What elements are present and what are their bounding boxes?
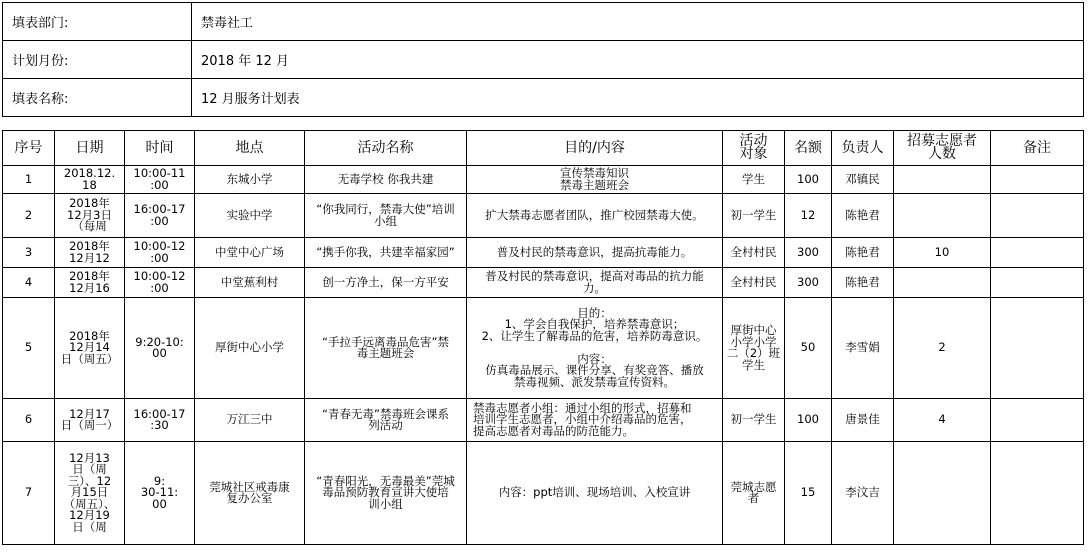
header-date: 日期 bbox=[55, 131, 125, 166]
info-table bbox=[2, 2, 1084, 117]
service-plan-table bbox=[2, 130, 1084, 545]
row-number: 2 bbox=[3, 194, 55, 238]
row-number: 5 bbox=[3, 298, 55, 399]
table-row bbox=[3, 194, 1084, 238]
target-cell: 全村村民 bbox=[723, 238, 785, 268]
time-cell: 9:20-10: 00 bbox=[125, 298, 195, 399]
time-cell: 16:00-17 :30 bbox=[125, 399, 195, 442]
place-cell: 厚街中心小学 bbox=[195, 298, 305, 399]
place-cell: 莞城社区戒毒康 复办公室 bbox=[195, 442, 305, 545]
quota-cell: 50 bbox=[785, 298, 832, 399]
quota-cell: 300 bbox=[785, 268, 832, 298]
quota-cell: 100 bbox=[785, 399, 832, 442]
activity-name-cell: 无毒学校 你我共建 bbox=[305, 166, 467, 194]
date-cell: 2018年 12月16 bbox=[55, 268, 125, 298]
header-target-text: 活动对象 bbox=[739, 133, 768, 162]
content-cell: 禁毒志愿者小组：通过小组的形式，招募和 培训学生志愿者，小组中介绍毒品的危害， 提高志愿者对毒品的防范能力。 bbox=[467, 399, 723, 442]
row-number: 4 bbox=[3, 268, 55, 298]
header-note: 备注 bbox=[991, 131, 1084, 166]
table-row bbox=[3, 268, 1084, 298]
date-cell: 2018年 12月14 日（周五） bbox=[55, 298, 125, 399]
header-place: 地点 bbox=[195, 131, 305, 166]
place-cell: 中堂中心广场 bbox=[195, 238, 305, 268]
table-row bbox=[3, 442, 1084, 545]
volunteers-cell: 2 bbox=[894, 298, 991, 399]
form-name-value: 12 月服务计划表 bbox=[192, 79, 1084, 117]
header-leader: 负责人 bbox=[832, 131, 894, 166]
place-cell: 东城小学 bbox=[195, 166, 305, 194]
volunteers-cell bbox=[894, 166, 991, 194]
place-cell: 中堂蕉利村 bbox=[195, 268, 305, 298]
target-cell: 初一学生 bbox=[723, 194, 785, 238]
note-cell bbox=[991, 166, 1084, 194]
date-cell: 12月17 日（周一） bbox=[55, 399, 125, 442]
header-time: 时间 bbox=[125, 131, 195, 166]
time-cell: 10:00-11 :00 bbox=[125, 166, 195, 194]
note-cell bbox=[991, 399, 1084, 442]
content-cell: 普及村民的禁毒意识，提高抗毒能力。 bbox=[467, 238, 723, 268]
info-row-department bbox=[3, 3, 1084, 41]
volunteers-cell bbox=[894, 442, 991, 545]
header-volunteers bbox=[894, 131, 991, 166]
leader-cell: 唐景佳 bbox=[832, 399, 894, 442]
content-cell: 扩大禁毒志愿者团队，推广校园禁毒大使。 bbox=[467, 194, 723, 238]
activity-name-cell: 创一方净土，保一方平安 bbox=[305, 268, 467, 298]
note-cell bbox=[991, 442, 1084, 545]
row-number: 3 bbox=[3, 238, 55, 268]
leader-cell: 李汶吉 bbox=[832, 442, 894, 545]
table-row bbox=[3, 399, 1084, 442]
department-label: 填表部门: bbox=[3, 3, 192, 41]
leader-cell: 邓镇民 bbox=[832, 166, 894, 194]
month-value: 2018 年 12 月 bbox=[192, 41, 1084, 79]
quota-cell: 300 bbox=[785, 238, 832, 268]
target-cell: 莞城志愿 者 bbox=[723, 442, 785, 545]
department-value: 禁毒社工 bbox=[192, 3, 1084, 41]
note-cell bbox=[991, 238, 1084, 268]
activity-name-cell: “你我同行，禁毒大使”培训 小组 bbox=[305, 194, 467, 238]
target-cell: 厚街中心 小学小学 二（2）班 学生 bbox=[723, 298, 785, 399]
activity-name-cell: “青春无毒”禁毒班会课系 列活动 bbox=[305, 399, 467, 442]
date-cell: 2018.12. 18 bbox=[55, 166, 125, 194]
quota-cell: 12 bbox=[785, 194, 832, 238]
volunteers-cell bbox=[894, 194, 991, 238]
activity-name-cell: “手拉手远离毒品危害”禁 毒主题班会 bbox=[305, 298, 467, 399]
header-volunteers-text: 招募志愿者人数 bbox=[907, 133, 977, 162]
info-row-month bbox=[3, 41, 1084, 79]
header-row bbox=[3, 131, 1084, 166]
header-no: 序号 bbox=[3, 131, 55, 166]
target-cell: 学生 bbox=[723, 166, 785, 194]
leader-cell: 陈艳君 bbox=[832, 238, 894, 268]
time-cell: 9: 30-11: 00 bbox=[125, 442, 195, 545]
header-target bbox=[723, 131, 785, 166]
quota-cell: 100 bbox=[785, 166, 832, 194]
date-cell: 12月13 日（周 三）、12 月15日 （周五）、 12月19 日（周 bbox=[55, 442, 125, 545]
info-row-name bbox=[3, 79, 1084, 117]
form-name-label: 填表名称: bbox=[3, 79, 192, 117]
table-row bbox=[3, 166, 1084, 194]
place-cell: 万江三中 bbox=[195, 399, 305, 442]
note-cell bbox=[991, 268, 1084, 298]
target-cell: 全村村民 bbox=[723, 268, 785, 298]
leader-cell: 李雪娟 bbox=[832, 298, 894, 399]
note-cell bbox=[991, 194, 1084, 238]
row-number: 7 bbox=[3, 442, 55, 545]
activity-name-cell: “携手你我，共建幸福家园” bbox=[305, 238, 467, 268]
header-quota: 名额 bbox=[785, 131, 832, 166]
target-cell: 初一学生 bbox=[723, 399, 785, 442]
month-label: 计划月份: bbox=[3, 41, 192, 79]
volunteers-cell bbox=[894, 268, 991, 298]
table-row bbox=[3, 298, 1084, 399]
time-cell: 10:00-12 :00 bbox=[125, 238, 195, 268]
content-cell: 内容：ppt培训、现场培训、入校宣讲 bbox=[467, 442, 723, 545]
volunteers-cell: 10 bbox=[894, 238, 991, 268]
content-cell: 目的： 1、学会自我保护，培养禁毒意识； 2、让学生了解毒品的危害，培养防毒意识。 内容： 仿真毒品展示、课件分享、有奖竞答、播放 禁毒视频、派发禁毒宣传资料。 bbox=[467, 298, 723, 399]
date-cell: 2018年 12月3日 （每周 bbox=[55, 194, 125, 238]
header-activity: 活动名称 bbox=[305, 131, 467, 166]
content-cell: 普及村民的禁毒意识，提高对毒品的抗力能 力。 bbox=[467, 268, 723, 298]
row-number: 6 bbox=[3, 399, 55, 442]
quota-cell: 15 bbox=[785, 442, 832, 545]
date-cell: 2018年 12月12 bbox=[55, 238, 125, 268]
content-cell: 宣传禁毒知识 禁毒主题班会 bbox=[467, 166, 723, 194]
volunteers-cell: 4 bbox=[894, 399, 991, 442]
note-cell bbox=[991, 298, 1084, 399]
leader-cell: 陈艳君 bbox=[832, 194, 894, 238]
time-cell: 10:00-12 :00 bbox=[125, 268, 195, 298]
header-content: 目的/内容 bbox=[467, 131, 723, 166]
leader-cell: 陈艳君 bbox=[832, 268, 894, 298]
time-cell: 16:00-17 :00 bbox=[125, 194, 195, 238]
row-number: 1 bbox=[3, 166, 55, 194]
table-row bbox=[3, 238, 1084, 268]
place-cell: 实验中学 bbox=[195, 194, 305, 238]
activity-name-cell: “青春阳光，无毒最美”莞城 毒品预防教育宣讲大使培 训小组 bbox=[305, 442, 467, 545]
